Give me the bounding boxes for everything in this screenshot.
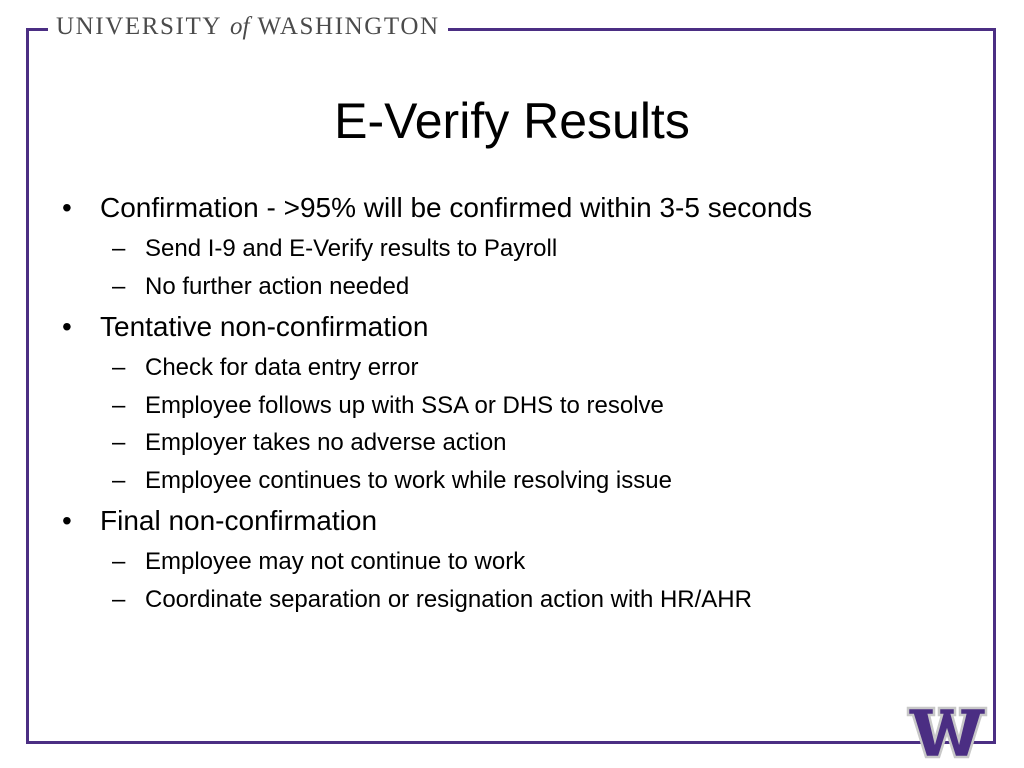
sub-bullet-text: Employee follows up with SSA or DHS to resolve xyxy=(145,391,664,419)
sub-bullet-item xyxy=(62,543,962,581)
bullet-text: Tentative non-confirmation xyxy=(100,311,429,342)
sub-bullet-text: Employee may not continue to work xyxy=(145,548,526,575)
wordmark-of: of xyxy=(230,13,250,40)
bullet-dot-icon: • xyxy=(62,192,72,223)
bullet-text: Confirmation - >95% will be confirmed within 3-5 seconds xyxy=(100,192,812,223)
dash-icon: – xyxy=(112,466,126,494)
bullet-dot-icon: • xyxy=(62,505,72,536)
dash-icon: – xyxy=(112,585,126,613)
dash-icon: – xyxy=(112,235,126,262)
sub-bullet-text: No further action needed xyxy=(145,272,410,300)
sub-bullet-text: Coordinate separation or resignation action with HR/AHR xyxy=(145,585,752,613)
slide-content xyxy=(62,186,962,618)
bullet-dot-icon: • xyxy=(62,311,72,342)
sub-bullet-item xyxy=(62,230,962,268)
sub-bullet-item xyxy=(62,387,962,425)
slide-title: E-Verify Results xyxy=(334,93,690,149)
dash-icon: – xyxy=(112,391,126,419)
sub-bullet-item xyxy=(62,349,962,387)
dash-icon: – xyxy=(112,548,126,575)
sub-bullet-text: Employer takes no adverse action xyxy=(145,429,507,456)
bullet-item xyxy=(62,186,962,230)
bullet-item xyxy=(62,305,962,349)
university-wordmark xyxy=(48,10,448,44)
sub-bullet-text: Send I-9 and E-Verify results to Payroll xyxy=(145,235,558,262)
dash-icon: – xyxy=(112,272,126,300)
dash-icon: – xyxy=(112,429,126,456)
wordmark-university: UNIVERSITY xyxy=(56,13,222,40)
wordmark-washington: WASHINGTON xyxy=(257,13,440,40)
dash-icon: – xyxy=(112,354,126,381)
sub-bullet-text: Check for data entry error xyxy=(145,354,419,381)
sub-bullet-item xyxy=(62,268,962,306)
uw-w-logo-icon xyxy=(906,704,988,760)
bullet-item xyxy=(62,499,962,543)
sub-bullet-item xyxy=(62,581,962,619)
bullet-text: Final non-confirmation xyxy=(100,505,378,536)
sub-bullet-text: Employee continues to work while resolving issue xyxy=(145,466,672,494)
sub-bullet-item xyxy=(62,424,962,462)
sub-bullet-item xyxy=(62,462,962,500)
